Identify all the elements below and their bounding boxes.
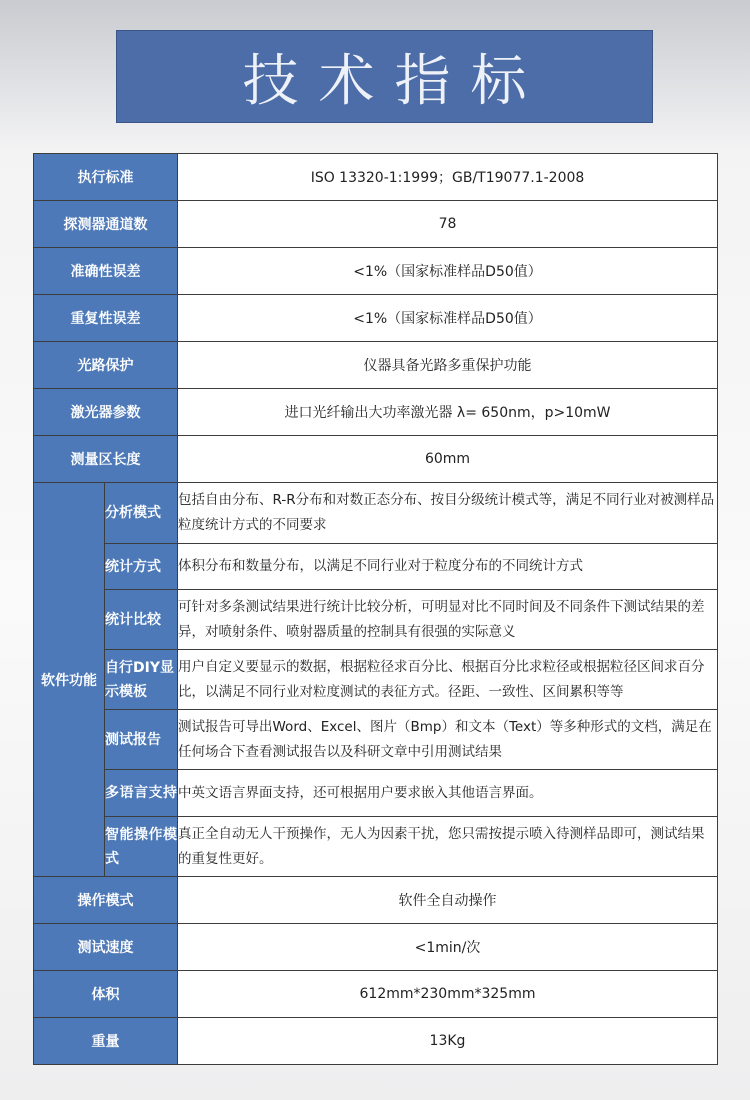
spec-label: 执行标准 bbox=[34, 154, 178, 201]
title-banner bbox=[116, 30, 653, 123]
spec-row-accuracy bbox=[34, 248, 718, 295]
spec-row-channels bbox=[34, 201, 718, 248]
software-row-language bbox=[34, 770, 718, 817]
spec-value: <1%（国家标准样品D50值） bbox=[178, 248, 718, 295]
spec-value: 软件全自动操作 bbox=[178, 877, 718, 924]
spec-value: 13Kg bbox=[178, 1018, 718, 1065]
software-sublabel: 统计方式 bbox=[105, 544, 178, 590]
spec-row-volume bbox=[34, 971, 718, 1018]
software-desc: 包括自由分布、R-R分布和对数正态分布、按目分级统计模式等，满足不同行业对被测样品粒度统计方式的不同要求 bbox=[178, 483, 718, 544]
spec-row-standard bbox=[34, 154, 718, 201]
spec-label: 测试速度 bbox=[34, 924, 178, 971]
spec-row-test-speed bbox=[34, 924, 718, 971]
page-title: 技术指标 bbox=[242, 48, 547, 114]
software-desc: 可针对多条测试结果进行统计比较分析，可明显对比不同时间及不同条件下测试结果的差异，对喷射条件、喷射器质量的控制具有很强的实际意义 bbox=[178, 590, 718, 650]
software-sublabel: 统计比较 bbox=[105, 590, 178, 650]
spec-row-laser bbox=[34, 389, 718, 436]
spec-label: 激光器参数 bbox=[34, 389, 178, 436]
software-sublabel: 多语言支持 bbox=[105, 770, 178, 817]
spec-label: 重量 bbox=[34, 1018, 178, 1065]
spec-row-weight bbox=[34, 1018, 718, 1065]
spec-table bbox=[33, 153, 718, 1065]
software-row-report bbox=[34, 710, 718, 770]
spec-label: 重复性误差 bbox=[34, 295, 178, 342]
software-row-statistics bbox=[34, 544, 718, 590]
software-desc: 真正全自动无人干预操作，无人为因素干扰，您只需按提示喷入待测样品即可，测试结果的重复性更好。 bbox=[178, 817, 718, 877]
spec-row-measure-length bbox=[34, 436, 718, 483]
software-desc: 用户自定义要显示的数据，根据粒径求百分比、根据百分比求粒径或根据粒径区间求百分比，以满足不同行业对粒度测试的表征方式。径距、一致性、区间累积等等 bbox=[178, 650, 718, 710]
spec-value: 60mm bbox=[178, 436, 718, 483]
spec-label: 光路保护 bbox=[34, 342, 178, 389]
software-sublabel: 智能操作模式 bbox=[105, 817, 178, 877]
software-row-analysis bbox=[34, 483, 718, 544]
software-sublabel: 自行DIY显示模板 bbox=[105, 650, 178, 710]
spec-label: 体积 bbox=[34, 971, 178, 1018]
spec-value: 进口光纤输出大功率激光器 λ= 650nm，p>10mW bbox=[178, 389, 718, 436]
spec-label: 测量区长度 bbox=[34, 436, 178, 483]
spec-row-operation-mode bbox=[34, 877, 718, 924]
software-row-smart-mode bbox=[34, 817, 718, 877]
spec-value: <1min/次 bbox=[178, 924, 718, 971]
spec-label: 准确性误差 bbox=[34, 248, 178, 295]
spec-value: ISO 13320-1:1999；GB/T19077.1-2008 bbox=[178, 154, 718, 201]
software-group-label: 软件功能 bbox=[34, 483, 105, 877]
spec-value: 仪器具备光路多重保护功能 bbox=[178, 342, 718, 389]
software-row-diy-template bbox=[34, 650, 718, 710]
spec-value: 78 bbox=[178, 201, 718, 248]
spec-value: <1%（国家标准样品D50值） bbox=[178, 295, 718, 342]
spec-label: 探测器通道数 bbox=[34, 201, 178, 248]
spec-row-repeatability bbox=[34, 295, 718, 342]
software-desc: 体积分布和数量分布，以满足不同行业对于粒度分布的不同统计方式 bbox=[178, 544, 718, 590]
software-desc: 中英文语言界面支持，还可根据用户要求嵌入其他语言界面。 bbox=[178, 770, 718, 817]
spec-row-optical-protection bbox=[34, 342, 718, 389]
software-desc: 测试报告可导出Word、Excel、图片（Bmp）和文本（Text）等多种形式的文档，满足在任何场合下查看测试报告以及科研文章中引用测试结果 bbox=[178, 710, 718, 770]
software-row-comparison bbox=[34, 590, 718, 650]
spec-label: 操作模式 bbox=[34, 877, 178, 924]
spec-value: 612mm*230mm*325mm bbox=[178, 971, 718, 1018]
software-sublabel: 分析模式 bbox=[105, 483, 178, 544]
software-sublabel: 测试报告 bbox=[105, 710, 178, 770]
